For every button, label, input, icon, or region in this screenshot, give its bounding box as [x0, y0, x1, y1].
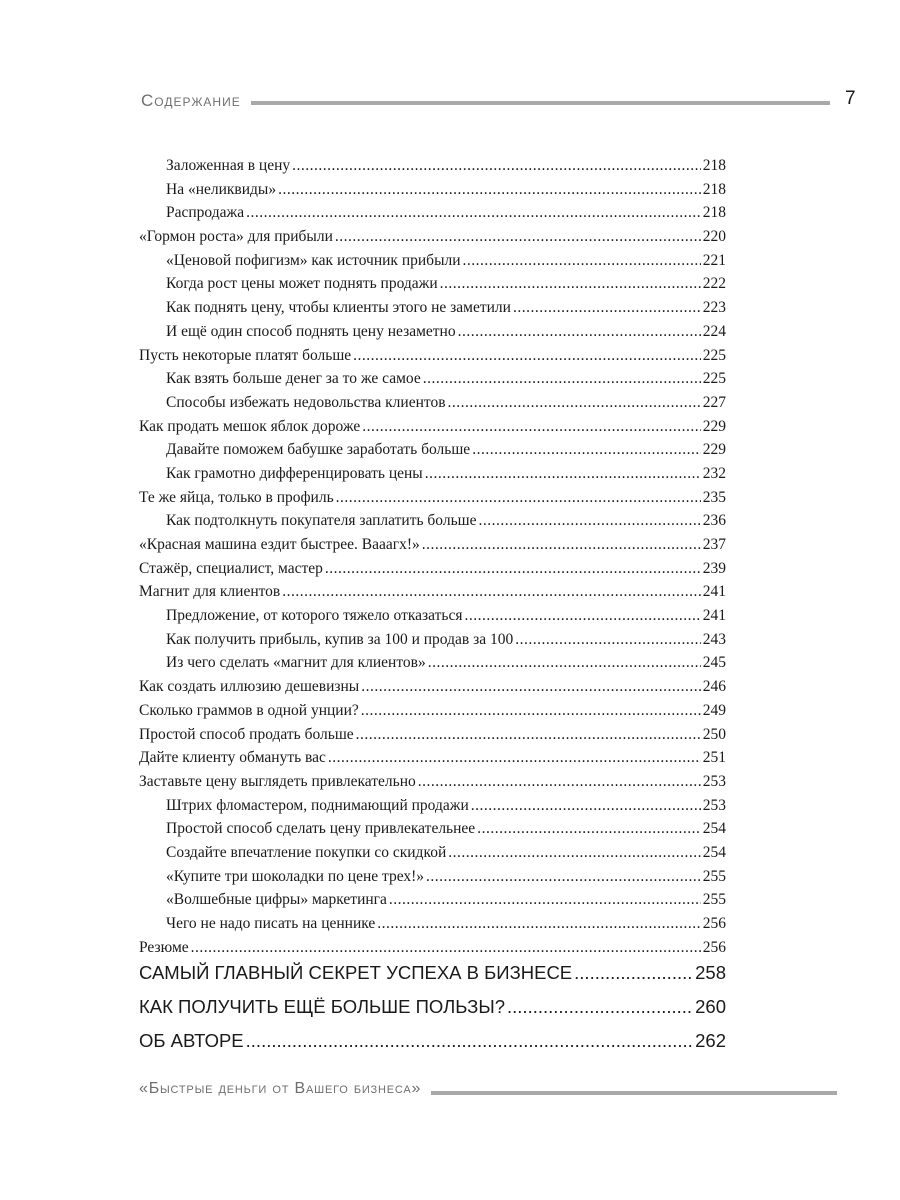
dot-leader	[471, 794, 701, 818]
toc-entry-page: 221	[702, 251, 726, 269]
toc-entry[interactable]	[139, 841, 726, 865]
toc-entry-page: 229	[702, 441, 726, 459]
toc-entry-page: 218	[702, 157, 726, 174]
dot-leader	[465, 604, 701, 628]
dot-leader	[353, 344, 701, 368]
toc-entry-page: 254	[702, 843, 726, 861]
toc-entry[interactable]	[139, 415, 726, 439]
dot-leader	[246, 201, 701, 225]
chapter-entry[interactable]	[139, 990, 726, 1024]
toc-entry-page: 225	[702, 346, 726, 364]
toc-entry[interactable]	[139, 462, 726, 486]
toc-entry-page: 218	[702, 204, 726, 222]
toc-entry[interactable]	[139, 225, 726, 249]
toc-entry-page: 243	[702, 630, 726, 648]
toc-entry-page: 250	[702, 725, 726, 743]
toc-entry[interactable]	[139, 604, 726, 628]
toc-entry-title: «Волшебные цифры» маркетинга	[166, 891, 387, 909]
page-number: 7	[845, 88, 856, 109]
toc-entry[interactable]	[139, 746, 726, 770]
toc-entry-title: Как подтолкнуть покупателя заплатить больше	[166, 512, 477, 530]
toc-entry-title: «Ценовой пофигизм» как источник прибыли	[166, 251, 461, 269]
toc-entry-title: «Гормон роста» для прибыли	[139, 228, 333, 246]
header-title: Содержание	[141, 91, 241, 110]
dot-leader	[292, 154, 701, 178]
toc-entry[interactable]	[139, 296, 726, 320]
toc-entry[interactable]	[139, 888, 726, 912]
toc-entry[interactable]	[139, 486, 726, 510]
dot-leader	[361, 675, 701, 699]
dot-leader	[440, 272, 701, 296]
toc-entry-title: Дайте клиенту обмануть вас	[139, 749, 326, 767]
toc-entry-title: Распродажа	[166, 204, 245, 222]
toc-entry[interactable]	[139, 391, 726, 415]
chapter-entry-title: САМЫЙ ГЛАВНЫЙ СЕКРЕТ УСПЕХА В БИЗНЕСЕ	[139, 962, 573, 983]
toc-entry-page: 249	[702, 701, 726, 719]
footer-rule	[431, 1091, 837, 1095]
dot-leader	[428, 651, 701, 675]
toc-entry-page: 218	[702, 180, 726, 198]
toc-entry-title: Как поднять цену, чтобы клиенты этого не заметили	[166, 299, 511, 317]
toc-entry-title: Простой способ сделать цену привлекательнее	[166, 820, 476, 838]
dot-leader	[377, 912, 700, 936]
toc-entry-title: Как продать мешок яблок дороже	[139, 417, 361, 435]
toc-entry-page: 245	[702, 654, 726, 672]
dot-leader	[463, 249, 701, 273]
toc-entry-title: Когда рост цены может поднять продажи	[166, 275, 438, 293]
toc-entry-page: 239	[702, 559, 726, 577]
dot-leader	[422, 533, 701, 557]
toc-entry-page: 253	[702, 796, 726, 814]
running-header	[137, 88, 856, 118]
toc-entry-title: Пусть некоторые платят больше	[139, 346, 352, 364]
toc-entry-title: Сколько граммов в одной унции?	[139, 701, 359, 719]
dot-leader	[507, 990, 693, 1024]
footer-book-title: «Быстрые деньги от Вашего бизнеса»	[139, 1080, 422, 1097]
toc-entry-title: Как грамотно дифференцировать цены	[166, 464, 423, 482]
dot-leader	[325, 557, 701, 581]
dot-leader	[418, 770, 701, 794]
toc-entry[interactable]	[139, 628, 726, 652]
toc-entry-page: 227	[702, 393, 726, 411]
toc-entry[interactable]	[139, 675, 726, 699]
toc-entry-title: Способы избежать недовольства клиентов	[166, 393, 446, 411]
toc-entry[interactable]	[139, 651, 726, 675]
toc-entry-page: 225	[702, 370, 726, 388]
toc-entry[interactable]	[139, 201, 726, 225]
dot-leader	[246, 1024, 693, 1058]
toc-entry-page: 255	[702, 867, 726, 885]
toc-entry-page: 222	[702, 275, 726, 293]
toc-entry-title: Как создать иллюзию дешевизны	[139, 678, 360, 696]
dot-leader	[425, 462, 701, 486]
chapter-entry-page: 262	[695, 1030, 726, 1051]
toc-entry-title: Простой способ продать больше	[139, 725, 354, 743]
dot-leader	[361, 699, 701, 723]
toc-entry-title: Как получить прибыль, купив за 100 и продав за 100	[166, 630, 514, 648]
toc-entry-page: 253	[702, 772, 726, 790]
toc-entry[interactable]	[139, 509, 726, 533]
dot-leader	[335, 225, 701, 249]
toc-entry-page: 251	[702, 749, 726, 767]
toc-entry-page: 220	[702, 228, 726, 246]
toc-entry[interactable]	[139, 533, 726, 557]
toc-entry[interactable]	[139, 154, 726, 178]
dot-leader	[574, 956, 693, 990]
toc-entry-title: Чего не надо писать на ценнике	[166, 915, 376, 932]
toc-entry[interactable]	[139, 557, 726, 581]
dot-leader	[477, 817, 701, 841]
toc-entry-title: Предложение, от которого тяжело отказаться	[166, 607, 463, 625]
toc-entry-title: Давайте поможем бабушке заработать больше	[166, 441, 471, 459]
toc-entry-title: Те же яйца, только в профиль	[139, 488, 334, 506]
toc-entry[interactable]	[139, 794, 726, 818]
dot-leader	[515, 628, 701, 652]
chapter-entry-title: ОБ АВТОРЕ	[139, 1030, 244, 1051]
toc-entry-page: 232	[702, 464, 726, 482]
toc-entry-page: 254	[702, 820, 726, 838]
toc-entry[interactable]	[139, 438, 726, 462]
dot-leader	[513, 296, 701, 320]
toc-entry[interactable]	[139, 770, 726, 794]
toc-entry[interactable]	[139, 320, 726, 344]
toc-entry-title: Штрих фломастером, поднимающий продажи	[166, 796, 469, 814]
toc-entry-title: «Красная машина ездит быстрее. Вааагх!»	[139, 536, 420, 553]
chapter-entry-page: 258	[695, 962, 726, 983]
toc-entry-title: Резюме	[139, 938, 189, 956]
toc-entry[interactable]	[139, 344, 726, 368]
toc-entry-title: Стажёр, специалист, мастер	[139, 559, 323, 577]
toc-entry[interactable]	[139, 580, 726, 604]
header-rule-left	[251, 101, 830, 105]
toc-entry-page: 241	[702, 607, 726, 625]
toc-entry[interactable]	[139, 723, 726, 747]
toc-entry-title: Создайте впечатление покупки со скидкой	[166, 843, 447, 861]
dot-leader	[328, 746, 701, 770]
dot-leader	[458, 320, 701, 344]
dot-leader	[448, 841, 701, 865]
toc-entry-page: 229	[702, 417, 726, 435]
toc-entry-title: Заложенная в цену	[166, 157, 291, 174]
chapter-list	[139, 956, 726, 1058]
toc-entry-title: И ещё один способ поднять цену незаметно	[166, 322, 456, 340]
toc-entry-title: Как взять больше денег за то же самое	[166, 370, 421, 388]
chapter-entry[interactable]	[139, 1024, 726, 1058]
dot-leader	[472, 438, 701, 462]
toc-entry-page: 246	[702, 678, 726, 696]
dot-leader	[426, 865, 701, 889]
dot-leader	[362, 415, 700, 439]
toc-entry[interactable]	[139, 817, 726, 841]
toc-entry-page: 236	[702, 512, 726, 530]
toc-entry-title: На «неликвиды»	[166, 180, 277, 198]
dot-leader	[448, 391, 701, 415]
toc-entry-title: «Купите три шоколадки по цене трех!»	[166, 867, 425, 885]
table-of-contents	[139, 154, 726, 959]
toc-entry-title: Заставьте цену выглядеть привлекательно	[139, 772, 416, 790]
toc-entry-page: 256	[702, 915, 726, 932]
toc-entry[interactable]	[139, 178, 726, 202]
dot-leader	[278, 178, 701, 202]
dot-leader	[282, 580, 700, 604]
toc-entry-page: 241	[702, 583, 726, 601]
dot-leader	[356, 723, 701, 747]
dot-leader	[389, 888, 701, 912]
toc-entry-page: 224	[702, 322, 726, 340]
dot-leader	[423, 367, 701, 391]
toc-entry[interactable]	[139, 865, 726, 889]
toc-entry[interactable]	[139, 912, 726, 936]
toc-entry[interactable]	[139, 249, 726, 273]
toc-entry-page: 223	[702, 299, 726, 317]
dot-leader	[478, 509, 700, 533]
chapter-entry-page: 260	[695, 996, 726, 1017]
toc-entry[interactable]	[139, 699, 726, 723]
chapter-entry-title: КАК ПОЛУЧИТЬ ЕЩЁ БОЛЬШЕ ПОЛЬЗЫ?	[139, 996, 506, 1017]
chapter-entry[interactable]	[139, 956, 726, 990]
toc-entry-page: 237	[702, 536, 726, 553]
toc-entry-page: 256	[702, 938, 726, 956]
toc-entry-page: 255	[702, 891, 726, 909]
toc-entry-page: 235	[702, 488, 726, 506]
running-footer	[137, 1080, 837, 1106]
dot-leader	[336, 486, 701, 510]
toc-entry-title: Из чего сделать «магнит для клиентов»	[166, 654, 426, 672]
toc-entry-title: Магнит для клиентов	[139, 583, 281, 601]
toc-entry[interactable]	[139, 367, 726, 391]
toc-entry[interactable]	[139, 272, 726, 296]
